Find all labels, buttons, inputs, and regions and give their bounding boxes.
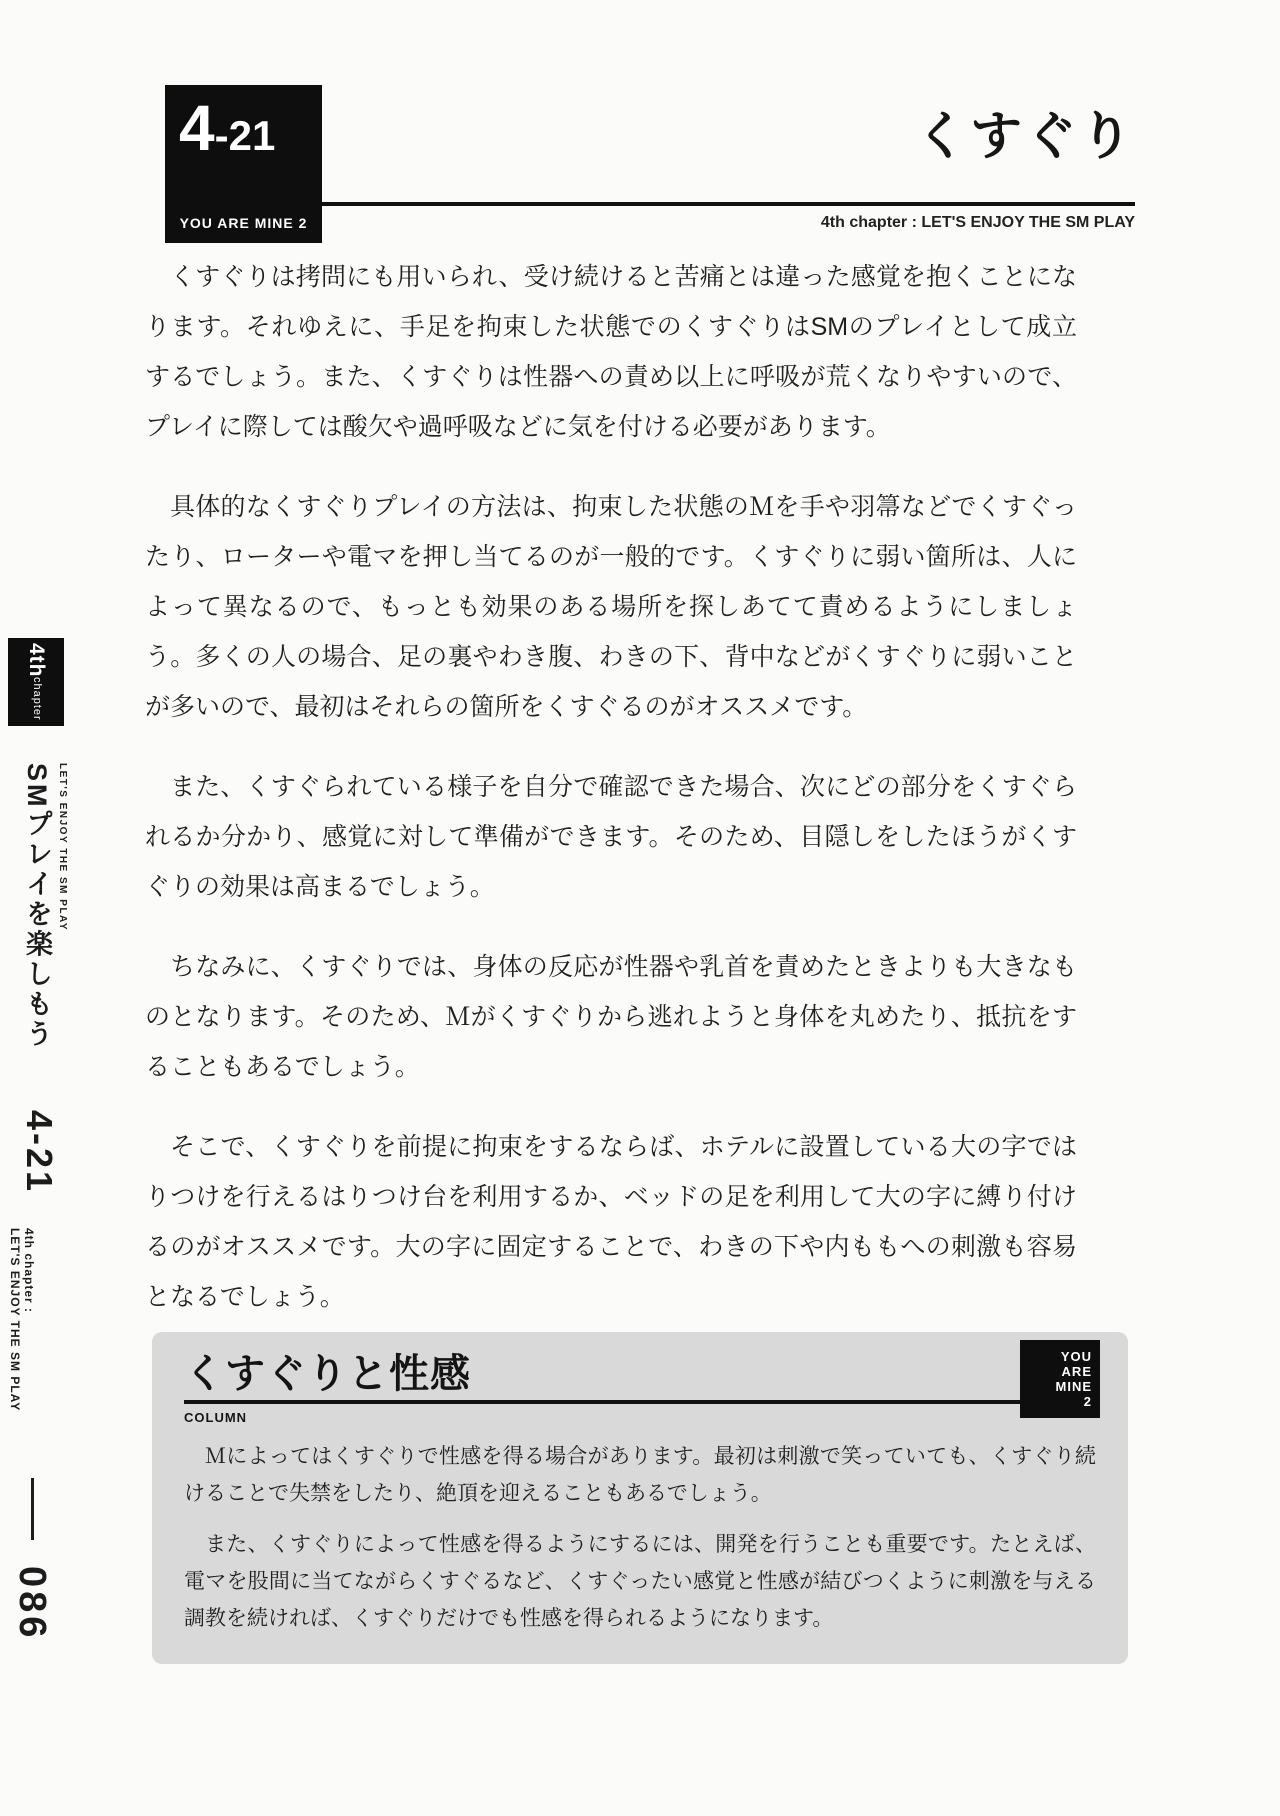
column-paragraph: また、くすぐりによって性感を得るようにするには、開発を行うことも重要です。たとえば、電マを股間に当てながらくすぐるなど、くすぐったい感覚と性感が結びつくように刺激を与える調教を続ければ、くすぐりだけでも性感を得られるようになります。 xyxy=(184,1533,1096,1630)
title-rule xyxy=(322,202,1135,206)
page-number: 086 xyxy=(11,1566,53,1642)
chapter-title-ja: SMプレイを楽しもう xyxy=(22,763,52,1050)
section-number-major: 4 xyxy=(179,92,215,164)
brand-label: YOU ARE MINE 2 xyxy=(179,215,308,231)
brand-box xyxy=(1020,1340,1100,1418)
section-number-minor: -21 xyxy=(214,112,276,159)
sidebar-section-labels xyxy=(8,1228,36,1411)
sidebar-section-number: 4-21 xyxy=(19,1110,60,1195)
article-paragraph: 具体的なくすぐりプレイの方法は、拘束した状態のＭを手や羽箒などでくすぐったり、ローターや電マを押し当てるのが一般的です。くすぐりに弱い箇所は、人によって異なるので、もっとも効果のある場所を探しあてて責めるようにしましょう。多くの人の場合、足の裏やわき腹、わきの下、背中などがくすぐりに弱いことが多いので、最初はそれらの箇所をくすぐるのがオススメです。 xyxy=(145,493,1077,721)
sidebar-section-label: 4th chapter : xyxy=(22,1228,36,1314)
chapter-tab-number: 4th xyxy=(25,642,48,678)
column-paragraph: Ｍによってはくすぐりで性感を得る場合があります。最初は刺激で笑っていても、くすぐり続けることで失禁をしたり、絶頂を迎えることもあるでしょう。 xyxy=(184,1445,1096,1505)
brand-line: 2 xyxy=(1083,1394,1092,1409)
brand-line: ARE xyxy=(1061,1364,1092,1379)
article-paragraph: また、くすぐられている様子を自分で確認できた場合、次にどの部分をくすぐられるか分かり、感覚に対して準備ができます。そのため、目隠しをしたほうがくすぐりの効果は高まるでしょう。 xyxy=(145,773,1077,901)
article-body xyxy=(145,252,1077,1352)
article-paragraph: ちなみに、くすぐりでは、身体の反応が性器や乳首を責めたときよりも大きなものとなります。そのため、Ｍがくすぐりから逃れようと身体を丸めたり、抵抗をすることもあるでしょう。 xyxy=(145,953,1077,1081)
column-title: くすぐりと性感 xyxy=(184,1352,471,1396)
brand-line: MINE xyxy=(1055,1379,1092,1394)
sidebar-divider xyxy=(31,1478,34,1540)
chapter-tab-word: chapter xyxy=(31,677,43,722)
page-title: くすぐり xyxy=(914,108,1135,166)
column-box xyxy=(152,1332,1128,1664)
column-rule xyxy=(184,1400,1020,1404)
sidebar-section-label-en: LET'S ENJOY THE SM PLAY xyxy=(8,1228,22,1412)
column-body xyxy=(184,1438,1096,1651)
brand-line: YOU xyxy=(1060,1349,1092,1364)
article-paragraph: くすぐりは拷問にも用いられ、受け続けると苦痛とは違った感覚を抱くことになります。それゆえに、手足を拘束した状態でのくすぐりはSMのプレイとして成立するでしょう。また、くすぐりは性器への責め以上に呼吸が荒くなりやすいので、プレイに際しては酸欠や過呼吸などに気を付ける必要があります。 xyxy=(145,263,1077,441)
column-label: COLUMN xyxy=(184,1410,248,1425)
article-paragraph: そこで、くすぐりを前提に拘束をするならば、ホテルに設置している大の字ではりつけを行えるはりつけ台を利用するか、ベッドの足を利用して大の字に縛り付けるのがオススメです。大の字に固定することで、わきの下や内ももへの刺激も容易となるでしょう。 xyxy=(145,1133,1077,1311)
chapter-title-en: LET'S ENJOY THE SM PLAY xyxy=(57,763,68,932)
page-subtitle: 4th chapter : LET'S ENJOY THE SM PLAY xyxy=(820,214,1135,231)
chapter-title-vertical xyxy=(14,763,68,1050)
chapter-tab xyxy=(8,638,64,726)
